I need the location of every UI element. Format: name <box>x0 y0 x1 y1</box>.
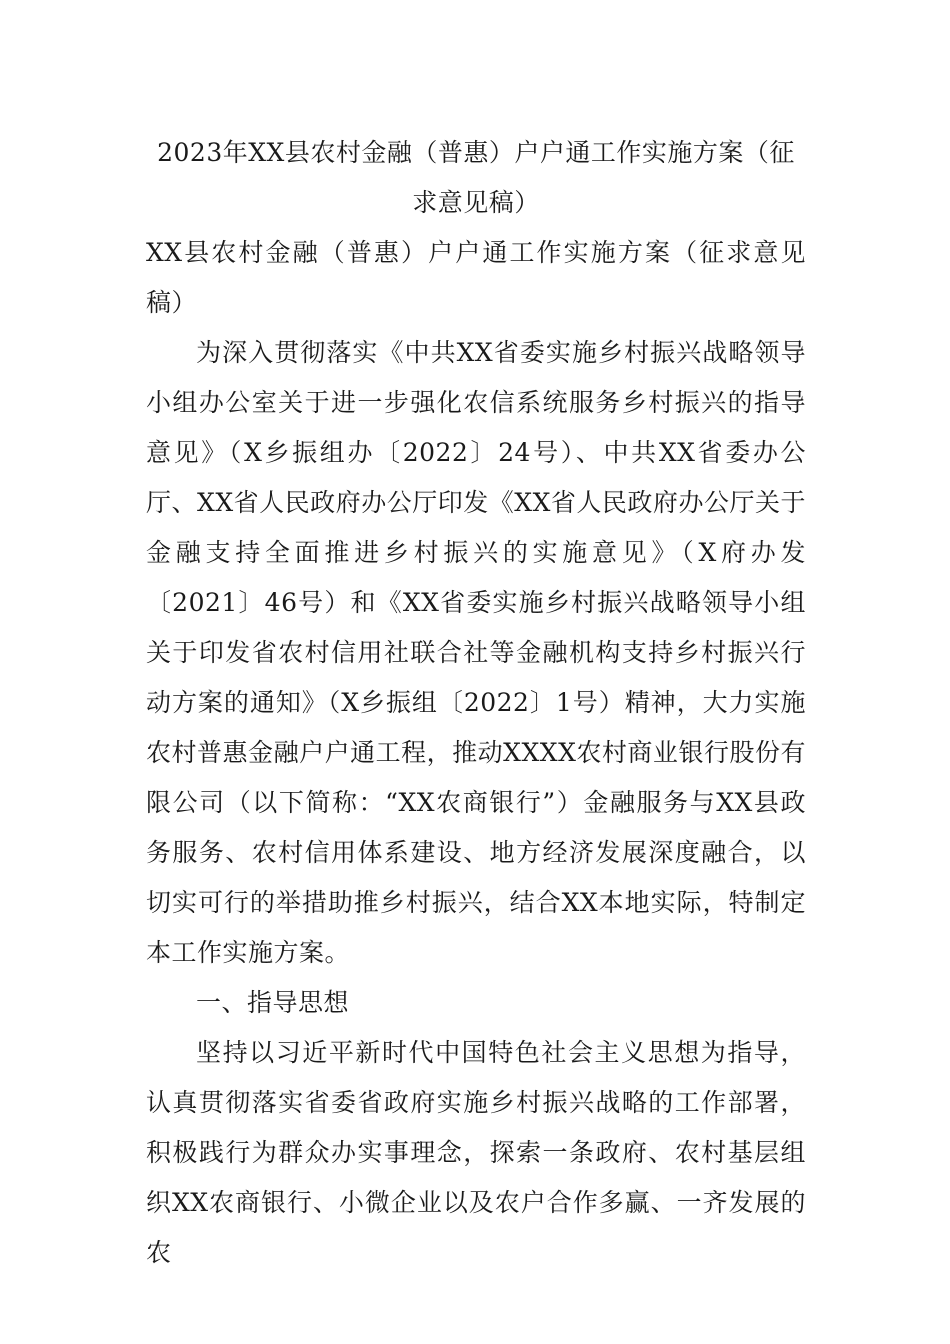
document-title: 2023年XX县农村金融（普惠）户户通工作实施方案（征求意见稿） <box>157 138 795 217</box>
section-heading-guiding-ideology: 一、指导思想 <box>196 988 350 1017</box>
document-subtitle: XX县农村金融（普惠）户户通工作实施方案（征求意见稿） <box>146 238 806 317</box>
document-page <box>146 128 806 1278</box>
section-paragraph-guiding-ideology: 坚持以习近平新时代中国特色社会主义思想为指导，认真贯彻落实省委省政府实施乡村振兴战略的工作部署，积极践行为群众办实事理念，探索一条政府、农村基层组织XX农商银行、小微企业以及农户合作多赢、一齐发展的农 <box>146 1038 806 1267</box>
intro-paragraph: 为深入贯彻落实《中共XX省委实施乡村振兴战略领导小组办公室关于进一步强化农信系统服务乡村振兴的指导意见》（X乡振组办〔2022〕24号）、中共XX省委办公厅、XX省人民政府办公厅印发《XX省人民政府办公厅关于金融支持全面推进乡村振兴的实施意见》（X府办发〔2021〕46号）和《XX省委实施乡村振兴战略领导小组关于印发省农村信用社联合社等金融机构支持乡村振兴行动方案的通知》（X乡振组〔2022〕1号）精神，大力实施农村普惠金融户户通工程，推动XXXX农村商业银行股份有限公司（以下简称：“XX农商银行”）金融服务与XX县政务服务、农村信用体系建设、地方经济发展深度融合，以切实可行的举措助推乡村振兴，结合XX本地实际，特制定本工作实施方案。 <box>146 338 806 967</box>
